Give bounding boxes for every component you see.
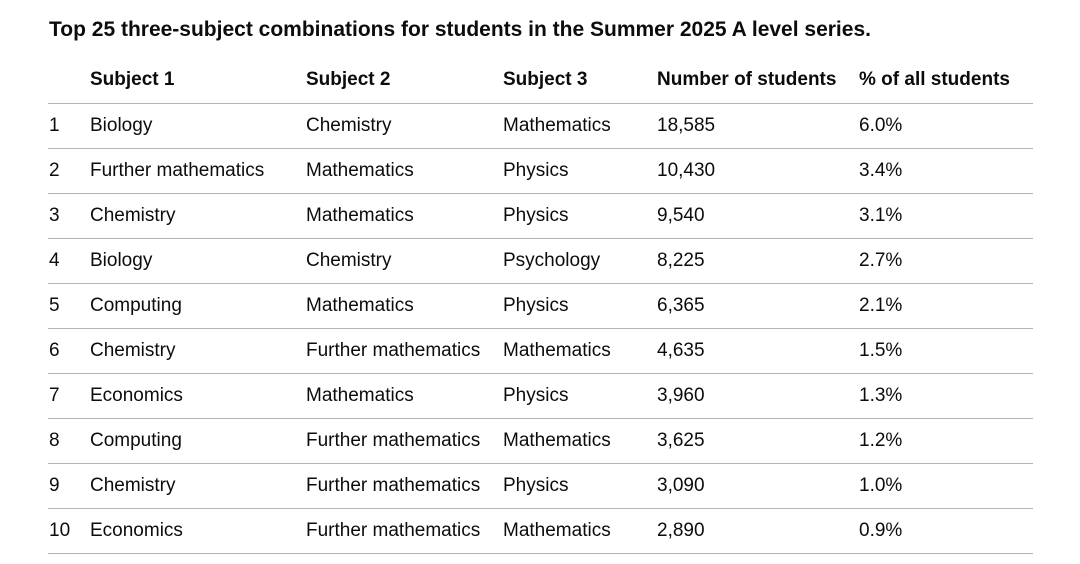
percent-cell: 1.5%	[859, 328, 1033, 373]
students-cell: 3,090	[657, 463, 859, 508]
subject-1-cell: Chemistry	[90, 193, 306, 238]
percent-cell: 1.3%	[859, 373, 1033, 418]
subject-1-cell: Biology	[90, 103, 306, 148]
students-cell: 10,430	[657, 148, 859, 193]
rank-cell: 8	[48, 418, 90, 463]
subject-2-cell: Further mathematics	[306, 418, 503, 463]
rank-cell: 1	[48, 103, 90, 148]
subject-2-cell: Chemistry	[306, 103, 503, 148]
table-row	[48, 373, 1033, 418]
subject-2-cell: Mathematics	[306, 148, 503, 193]
percent-cell: 2.7%	[859, 238, 1033, 283]
students-cell: 8,225	[657, 238, 859, 283]
header-subject-3: Subject 3	[503, 58, 657, 103]
percent-cell: 0.9%	[859, 508, 1033, 553]
subject-3-cell: Mathematics	[503, 508, 657, 553]
header-number-of-students: Number of students	[657, 58, 859, 103]
subject-1-cell: Chemistry	[90, 328, 306, 373]
subject-3-cell: Psychology	[503, 238, 657, 283]
rank-cell: 3	[48, 193, 90, 238]
table-body	[48, 103, 1033, 553]
subject-combinations-table	[48, 58, 1033, 554]
header-subject-2: Subject 2	[306, 58, 503, 103]
students-cell: 6,365	[657, 283, 859, 328]
subject-3-cell: Mathematics	[503, 418, 657, 463]
students-cell: 3,625	[657, 418, 859, 463]
percent-cell: 3.4%	[859, 148, 1033, 193]
rank-cell: 10	[48, 508, 90, 553]
rank-cell: 4	[48, 238, 90, 283]
subject-2-cell: Further mathematics	[306, 463, 503, 508]
percent-cell: 3.1%	[859, 193, 1033, 238]
rank-cell: 2	[48, 148, 90, 193]
table-title: Top 25 three-subject combinations for students in the Summer 2025 A level series.	[49, 18, 871, 41]
percent-cell: 2.1%	[859, 283, 1033, 328]
students-cell: 9,540	[657, 193, 859, 238]
table-row	[48, 148, 1033, 193]
subject-3-cell: Physics	[503, 463, 657, 508]
table-row	[48, 283, 1033, 328]
table-row	[48, 328, 1033, 373]
subject-1-cell: Further mathematics	[90, 148, 306, 193]
subject-3-cell: Physics	[503, 148, 657, 193]
percent-cell: 1.2%	[859, 418, 1033, 463]
table-row	[48, 508, 1033, 553]
students-cell: 4,635	[657, 328, 859, 373]
subject-2-cell: Mathematics	[306, 373, 503, 418]
subject-1-cell: Computing	[90, 283, 306, 328]
header-percent-of-students: % of all students	[859, 58, 1033, 103]
subject-3-cell: Physics	[503, 373, 657, 418]
subject-1-cell: Computing	[90, 418, 306, 463]
header-row	[48, 58, 1033, 103]
rank-cell: 5	[48, 283, 90, 328]
subject-2-cell: Mathematics	[306, 283, 503, 328]
table-row	[48, 418, 1033, 463]
table-row	[48, 463, 1033, 508]
subject-2-cell: Further mathematics	[306, 328, 503, 373]
table-row	[48, 103, 1033, 148]
subject-1-cell: Chemistry	[90, 463, 306, 508]
subject-2-cell: Further mathematics	[306, 508, 503, 553]
table-header	[48, 58, 1033, 103]
subject-1-cell: Economics	[90, 373, 306, 418]
subject-3-cell: Physics	[503, 193, 657, 238]
rank-cell: 7	[48, 373, 90, 418]
table-row	[48, 193, 1033, 238]
subject-3-cell: Physics	[503, 283, 657, 328]
subject-3-cell: Mathematics	[503, 328, 657, 373]
subject-1-cell: Biology	[90, 238, 306, 283]
subject-3-cell: Mathematics	[503, 103, 657, 148]
table-row	[48, 238, 1033, 283]
subject-1-cell: Economics	[90, 508, 306, 553]
rank-cell: 9	[48, 463, 90, 508]
subject-2-cell: Chemistry	[306, 238, 503, 283]
students-cell: 18,585	[657, 103, 859, 148]
percent-cell: 6.0%	[859, 103, 1033, 148]
students-cell: 3,960	[657, 373, 859, 418]
percent-cell: 1.0%	[859, 463, 1033, 508]
header-subject-1: Subject 1	[90, 58, 306, 103]
students-cell: 2,890	[657, 508, 859, 553]
rank-cell: 6	[48, 328, 90, 373]
subject-2-cell: Mathematics	[306, 193, 503, 238]
header-rank	[48, 58, 90, 103]
